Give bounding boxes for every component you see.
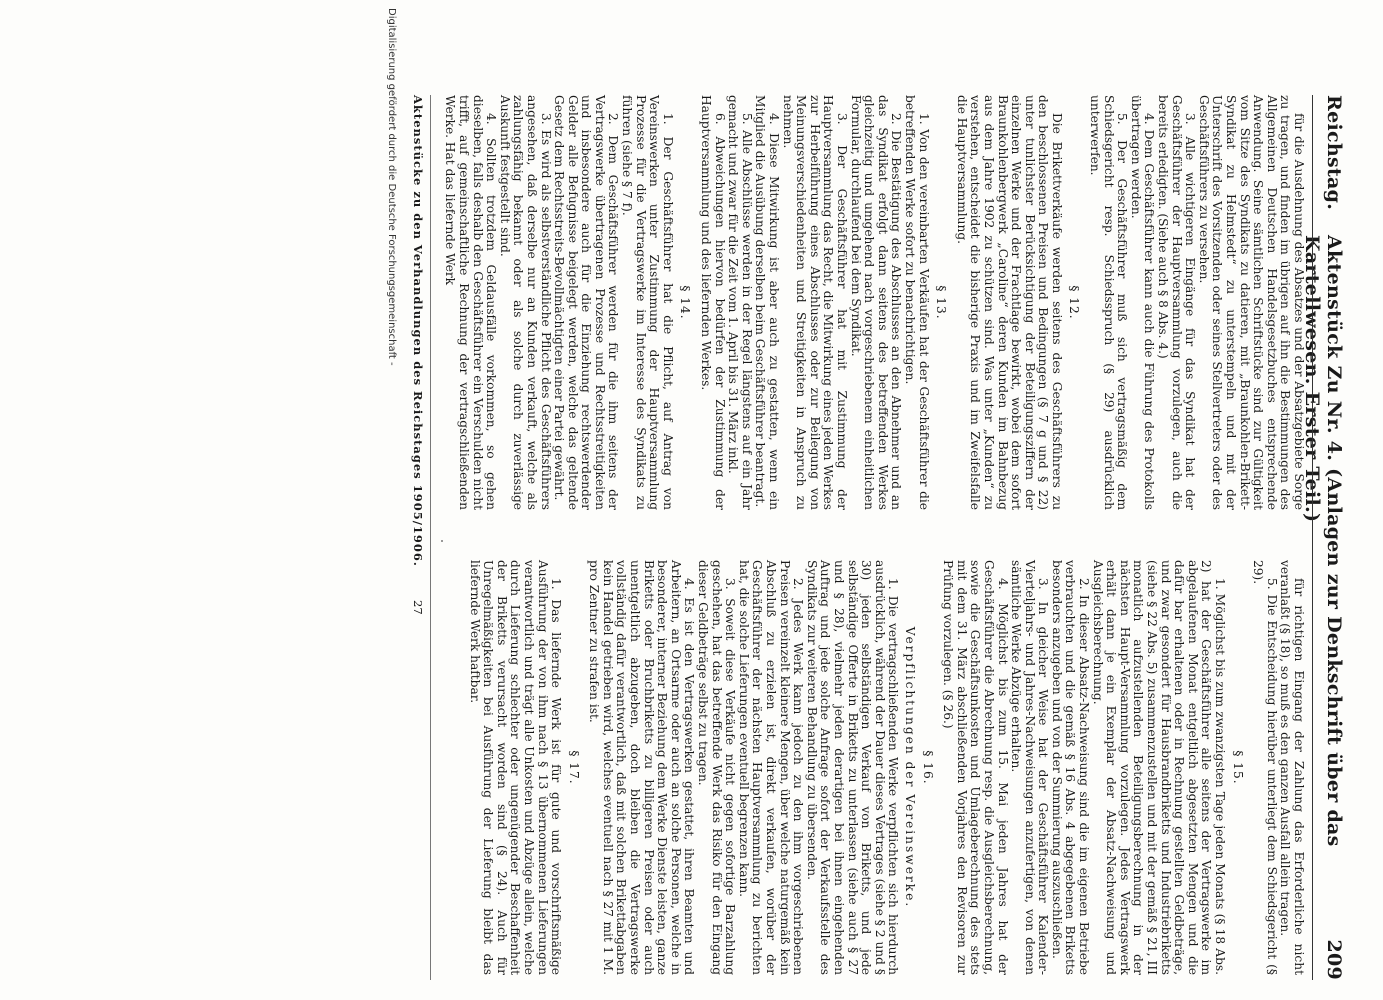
paragraph: 1. Von den vereinbarten Verkäufen hat der Geschäftsführer die betreffenden Werke sofort zu benachrichtigen. [902,95,931,510]
paragraph: 6. Abweichungen hiervon bedürfen der Zustimmung der Hauptversammlung und des liefernden Werkes. [699,95,727,510]
section-heading: § 16. [920,750,935,785]
paragraph: 4. Es ist den Vertragswerken gestattet, ihren Beamten und Arbeitern, an Ortsarme oder auch an solche Personen, welche in besonderer, interner Beziehung dem Werke Dienste leisten, ganze Briketts oder Bruchbriketts zu billigeren Preisen oder auch unentgeltlich abzugeben, doch bleiben die Vertragswerke vollständig dafür verantwortlich, daß mit solchen Brikettabgaben kein Handel getrieben wird, welches eventuell nach § 27 mit 1 M. pro Zentner zu strafen ist. [587,560,697,975]
paragraph: für die Ausdehnung des Absatzes und der Absatzgebiete Sorge zu tragen, und finden im übrigen auf ihn die Bestimmungen des Allgemeinen Deutschen Handelsgesetzbuches entsprechende Anwendung. Seine sämtlichen Schriftstücke sind zur Gültigkeit vom Sitze des Syndikats zu datieren, mit „Braunkohlen-Brikett-Syndikat zu Helmstedt“ zu unterstempeln und mit der Unterschrift des Vorsitzenden oder seines Stellvertreters oder des Geschäftsführers zu versehen. [1196,95,1306,510]
left-column [443,95,1305,510]
paragraph: 5. Der Geschäftsführer muß sich vertragsmäßig dem Schiedsgericht resp. Schiedsspruch (§ 29) ausdrücklich unterwerfen. [1088,95,1130,510]
footer-rule [430,95,431,980]
paragraph: 3. Es wird als selbstverständliche Pflicht des Geschäftsführers angesehen, daß derselbe nur an Kunden verkauft, welche als zahlungsfähig bekannt oder als solche durch zuverlässige Auskunft festgestellt sind. [497,95,553,510]
paragraph: 2. In dieser Absatz-Nachweisung sind die im eigenen Betriebe verbrauchten und die gemäß § 16 Abs. 4 abgegebenen Briketts besonders anzugeben und von der Summierung auszuschließen. [1049,560,1092,975]
scan-speck [441,540,443,542]
paragraph: 4. Sollten trotzdem Geldausfälle vorkommen, so gehen dieselben, falls deshalb den Geschäftsführer ein Verschulden nicht trifft, auf gemeinschaftliche Rechnung der vertragschließenden Werke. Hat das liefernde Werk [443,95,499,510]
paragraph: 3. Alle wichtigeren Eingänge für das Syndikat hat der Geschäftsführer der Hauptversammlung vorzulegen, auch die bereits erledigten. (Siehe auch § 8 Abs. 4.) [1156,95,1198,510]
paragraph: 1. Möglichst bis zum zwanzigsten Tage jeden Monats (§ 18 Abs. 2) hat der Geschäftsführer alle seitens der Vertragswerke im abgelaufenen Monat entgeltlich abgesetzten Mengen und die dafür bar erhaltenen oder in Rechnung gestellten Geldbeträge, und zwar gesondert für Hausbrandbriketts und Industriebriketts (siehe § 22 Abs. 5) zusammenzustellen und mit der gemäß § 21, III monatlich aufzustellenden Beteiligungsberechnung in der nächsten Haupt-Versammlung vorzulegen. Jedes Vertragswerk erhält dann je ein Exemplar der Absatz-Nachweisung und Ausgleichsberechnung. [1090,560,1228,975]
header-title: Aktenstück Zu Nr. 4. (Anlagen zur Denkschrift über das Kartellwesen. Erster Teil.) [1301,235,1345,847]
paragraph: 3. Der Geschäftsführer hat mit Zustimmung der Hauptversammlung das Recht, die Mitwirkung eines jeden Werkes zur Herbeiführung eines Abschlusses oder zur Beilegung von Meinungsverschiedenheiten und Streitigkeiten in Anspruch zu nehmen. [780,95,849,510]
paragraph: 3. In gleicher Weise hat der Geschäftsführer Kalender-Vierteljahrs- und Jahres-Nachweisungen anzufertigen, von denen sämtliche Werke Abzüge erhalten. [1009,560,1051,975]
paragraph: 5. Alle Abschlüsse werden in der Regel längstens auf ein Jahr gemacht und zwar für die Zeit vom 1. April bis 31. März inkl. [726,95,754,510]
paragraph: 1. Der Geschäftsführer hat die Pflicht, auf Antrag von Vereinswerken unter Zustimmung der Hauptversammlung Prozesse für die Vertragswerke im Interesse des Syndikats zu führen (siehe § 7 f). [620,95,675,510]
section-heading: § 13. [934,285,949,320]
section-heading: § 15. [1230,750,1245,785]
header-left: Reichstag. [1323,95,1345,211]
digitization-text: Digitalisierung gefördert durch die Deutsche Forschungsgemeinschaft - [386,8,397,366]
section-heading: § 14. [678,285,693,320]
header-page-number: 209 [1323,939,1345,980]
paragraph: 1. Die vertragschließenden Werke verpflichten sich hierdurch ausdrücklich, während der Dauer dieses Vertrages (siehe § 2 und § 30) jeden selbständigen Verkauf von Briketts, und jede selbständige Offerte in Briketts zu unterlassen (siehe auch § 27 und § 28), vielmehr jeden derartigen bei ihnen eingehenden Auftrag und jede solche Anfrage sofort der Verkaufsstelle des Syndikats zur weiteren Behandlung zu übersenden. [804,560,901,975]
section-heading: § 12. [1067,285,1082,320]
footer-page-number: 27 [411,600,425,615]
section-heading: § 17. [566,750,581,785]
section-subheading: Verpflichtungen der Vereinswerke. [902,626,917,909]
paragraph: 1. Das liefernde Werk ist für gute und vorschriftsmäßige Ausführung der von ihm nach § 13 übernommenen Lieferungen verantwortlich und trägt alle Unkosten und Abzüge allein, welche durch Lieferung schlechter oder ungenügender Beschaffenheit der Briketts verursacht worden sind (§ 24). Auch für Unregelmäßigkeiten bei Ausführung der Lieferung bleibt das liefernde Werk haftbar. [467,560,564,975]
right-column [467,560,1305,975]
footer-text: Aktenstücke zu den Verhandlungen des Reichstages 1905/1906. [411,95,425,567]
paragraph: 2. Die Bestätigung des Abschlusses an den Abnehmer und an das Syndikat erfolgt dann seitens des betreffenden Werkes gleichzeitig und umgehend nach vorgeschriebenem einheitlichen Formular, durchlaufend bei dem Syndikat. [848,95,904,510]
paragraph: 4. Möglichst bis zum 15. Mai jeden Jahres hat der Geschäftsführer die Abrechnung resp. die Ausgleichsberechnung, sowie die Geschäftsunkosten und Umlageberechnung des stets mit dem 31. März abschließenden Vorjahres den Revisoren zur Prüfung vorzulegen. (§ 26.) [941,560,1010,975]
paragraph: für richtigen Eingang der Zahlung das Erforderliche nicht veranlaßt (§ 18), so muß es den ganzen Ausfall allein tragen. [1278,560,1306,975]
digitization-note [383,0,397,1000]
paragraph: 4. Dem Geschäftsführer kann auch die Führung des Protokolls übertragen werden. [1128,95,1157,510]
header-rule [1312,95,1313,980]
paragraph: 3. Soweit diese Verkäufe nicht gegen sofortige Barzahlung geschehen, hat das betreffende Werk das Risiko für den Eingang dieser Geldbeträge selbst zu tragen. [696,560,738,975]
paragraph: 2. Dem Geschäftsführer werden für die ihm seitens der Vertragswerke übertragenen Prozesse und Rechtsstreitigkeiten und insbesondere auch für die Einziehung rechtswerdender Gelder alle Befugnisse beigelegt werden, welche das geltende Gesetz dem Rechtsstreits-Bevollmächtigten einer Partei gewährt. [552,95,621,510]
paragraph: 2. Jedes Werk kann jedoch zu den ihm vorgeschriebenen Preisen vereinzelt kleinere Mengen, über welche naturgemäß kein Abschluß zu erzielen ist, direkt verkaufen, worüber der Geschäftsführer der nächsten Hauptversammlung zu berichten hat, die solche Lieferungen eventuell begrenzen kann. [736,560,806,975]
paragraph: 4. Diese Mitwirkung ist aber auch zu gestatten, wenn ein Mitglied die Ausübung derselben beim Geschäftsführer beantragt. [753,95,782,510]
paragraph: Die Brikettverkäufe werden seitens des Geschäftsführers zu den beschlossenen Preisen und Bedingungen (§ 7 g und § 22) unter tunlichster Berücksichtigung der Beteiligungsziffern der einzelnen Werke und der Frachtlage bewirkt, wobei dem sofort Braunkohlenbergwerk „Caroline“ deren Kunden im Bahnbezug aus dem Jahre 1902 zu schützen sind. Was unter „Kunden“ zu verstehen, entscheidet die bisherige Praxis und im Zweifelsfalle die Hauptversammlung. [954,95,1064,510]
paragraph: 5. Die Entscheidung hierüber unterliegt dem Schiedsgericht (§ 29). [1251,560,1279,975]
running-header [1301,95,1345,980]
